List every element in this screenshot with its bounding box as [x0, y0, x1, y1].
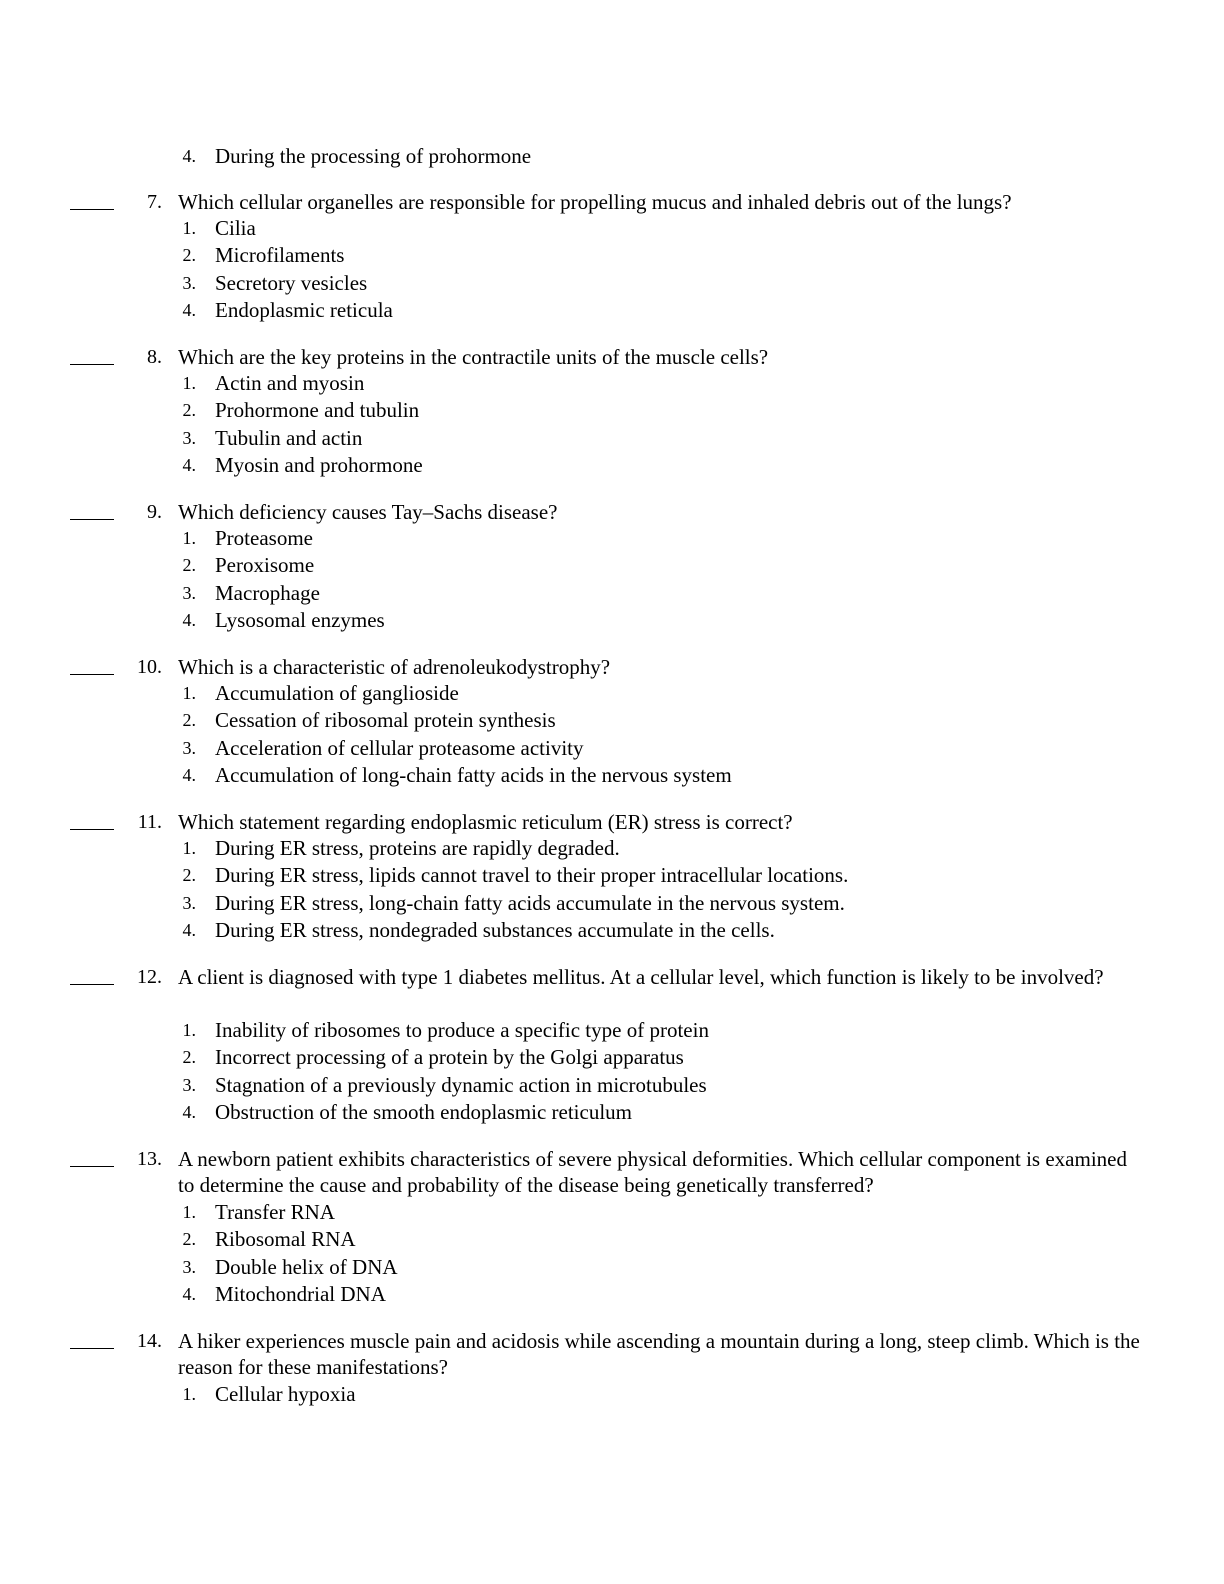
option-number: 3. — [182, 272, 196, 293]
answer-option — [0, 1226, 1224, 1253]
question-number: 13. — [137, 1148, 162, 1170]
answer-blank[interactable] — [70, 964, 114, 985]
option-number: 4. — [182, 455, 196, 476]
answer-option — [0, 607, 1224, 634]
answer-option — [0, 1281, 1224, 1308]
answer-option — [0, 707, 1224, 734]
answer-options — [0, 1017, 1224, 1127]
answer-option — [0, 1199, 1224, 1226]
option-text: Stagnation of a previously dynamic action in microtubules — [215, 1072, 707, 1097]
question-stem: A newborn patient exhibits characteristics of severe physical deformities. Which cellular component is examined to determine the cause and probability of the disease being genetically transferred? — [178, 1147, 1127, 1197]
answer-option — [0, 143, 1224, 170]
answer-option — [0, 297, 1224, 324]
option-text: Macrophage — [215, 580, 320, 605]
question-stem: Which cellular organelles are responsible for propelling mucus and inhaled debris out of the lungs? — [178, 190, 1012, 214]
option-text: Tubulin and actin — [215, 425, 363, 450]
option-number: 2. — [182, 865, 196, 886]
option-text: Cilia — [215, 216, 256, 240]
answer-blank[interactable] — [70, 654, 114, 675]
option-number: 4. — [182, 765, 196, 786]
option-text: Myosin and prohormone — [215, 453, 423, 478]
option-number: 1. — [182, 373, 196, 393]
option-number: 3. — [182, 892, 196, 913]
option-text: Accumulation of ganglioside — [215, 681, 459, 705]
option-text: Proteasome — [215, 526, 313, 550]
answer-options — [0, 525, 1224, 635]
option-number: 2. — [182, 1229, 196, 1250]
option-number: 4. — [182, 146, 196, 166]
option-number: 4. — [182, 1102, 196, 1123]
option-number: 2. — [182, 245, 196, 266]
answer-option — [0, 1254, 1224, 1281]
option-text: Cessation of ribosomal protein synthesis — [215, 708, 556, 733]
option-number: 1. — [182, 1202, 196, 1222]
option-number: 2. — [182, 1047, 196, 1068]
answer-option — [0, 215, 1224, 242]
answer-option — [0, 762, 1224, 789]
option-text: During ER stress, nondegraded substances accumulate in the cells. — [215, 918, 775, 943]
option-text: Incorrect processing of a protein by the Golgi apparatus — [215, 1045, 684, 1070]
answer-option — [0, 1017, 1224, 1044]
option-number: 1. — [182, 683, 196, 703]
answer-blank[interactable] — [70, 1146, 114, 1167]
question-number: 9. — [147, 501, 162, 523]
option-text: Transfer RNA — [215, 1200, 335, 1224]
option-text: During the processing of prohormone — [215, 144, 532, 168]
question-number: 14. — [137, 1330, 162, 1352]
answer-option — [0, 1381, 1224, 1408]
option-number: 3. — [182, 1074, 196, 1095]
answer-blank[interactable] — [70, 499, 114, 520]
option-text: Actin and myosin — [215, 371, 365, 395]
answer-blank[interactable] — [70, 1328, 114, 1349]
answer-option — [0, 735, 1224, 762]
option-text: Obstruction of the smooth endoplasmic reticulum — [215, 1100, 633, 1125]
answer-options — [0, 215, 1224, 325]
option-text: Mitochondrial DNA — [215, 1282, 386, 1307]
option-text: Lysosomal enzymes — [215, 608, 385, 633]
answer-option — [0, 452, 1224, 479]
option-text: Accumulation of long-chain fatty acids in the nervous system — [215, 763, 732, 788]
option-text: During ER stress, lipids cannot travel to their proper intracellular locations. — [215, 863, 849, 888]
option-number: 4. — [182, 920, 196, 941]
question-number: 10. — [137, 656, 162, 678]
answer-option — [0, 425, 1224, 452]
question-stem: Which statement regarding endoplasmic reticulum (ER) stress is correct? — [178, 810, 793, 834]
answer-option — [0, 1044, 1224, 1071]
option-text: Acceleration of cellular proteasome activity — [215, 735, 584, 760]
option-text: Ribosomal RNA — [215, 1227, 356, 1252]
option-text: During ER stress, long-chain fatty acids accumulate in the nervous system. — [215, 890, 845, 915]
option-number: 3. — [182, 427, 196, 448]
option-number: 1. — [182, 218, 196, 238]
answer-options — [0, 370, 1224, 480]
option-number: 1. — [182, 838, 196, 858]
option-text: Microfilaments — [215, 243, 345, 268]
option-text: Endoplasmic reticula — [215, 298, 393, 323]
question-number: 8. — [147, 346, 162, 368]
carryover-options — [0, 143, 1224, 170]
answer-options — [0, 1381, 1224, 1408]
option-text: Prohormone and tubulin — [215, 398, 420, 423]
option-text: Secretory vesicles — [215, 270, 368, 295]
answer-option — [0, 835, 1224, 862]
answer-blank[interactable] — [70, 344, 114, 365]
answer-option — [0, 525, 1224, 552]
answer-blank[interactable] — [70, 189, 114, 210]
option-text: Peroxisome — [215, 553, 315, 578]
option-text: Double helix of DNA — [215, 1254, 398, 1279]
answer-option — [0, 862, 1224, 889]
answer-option — [0, 1099, 1224, 1126]
option-number: 2. — [182, 710, 196, 731]
question-stem: A client is diagnosed with type 1 diabetes mellitus. At a cellular level, which function is likely to be involved? — [178, 965, 1104, 989]
answer-options — [0, 1199, 1224, 1309]
answer-option — [0, 270, 1224, 297]
option-number: 4. — [182, 300, 196, 321]
answer-option — [0, 680, 1224, 707]
question-number: 7. — [147, 191, 162, 213]
answer-option — [0, 370, 1224, 397]
option-text: Cellular hypoxia — [215, 1382, 356, 1406]
option-number: 3. — [182, 737, 196, 758]
answer-option — [0, 580, 1224, 607]
question-number: 11. — [137, 811, 162, 833]
answer-options — [0, 680, 1224, 790]
option-number: 4. — [182, 610, 196, 631]
answer-option — [0, 890, 1224, 917]
answer-options — [0, 835, 1224, 945]
question-stem: A hiker experiences muscle pain and acidosis while ascending a mountain during a long, steep climb. Which is the reason for these manifestations? — [178, 1329, 1140, 1379]
answer-blank[interactable] — [70, 809, 114, 830]
option-number: 2. — [182, 555, 196, 576]
option-number: 1. — [182, 528, 196, 548]
option-text: During ER stress, proteins are rapidly degraded. — [215, 836, 620, 860]
answer-option — [0, 917, 1224, 944]
option-number: 3. — [182, 1256, 196, 1277]
option-number: 1. — [182, 1020, 196, 1040]
question-number: 12. — [137, 966, 162, 988]
answer-option — [0, 1072, 1224, 1099]
answer-option — [0, 552, 1224, 579]
option-number: 2. — [182, 400, 196, 421]
question-stem: Which are the key proteins in the contractile units of the muscle cells? — [178, 345, 769, 369]
question-stem: Which is a characteristic of adrenoleukodystrophy? — [178, 655, 611, 679]
option-text: Inability of ribosomes to produce a specific type of protein — [215, 1018, 709, 1042]
question-stem: Which deficiency causes Tay–Sachs disease? — [178, 500, 558, 524]
option-number: 4. — [182, 1284, 196, 1305]
answer-option — [0, 242, 1224, 269]
option-number: 1. — [182, 1384, 196, 1404]
option-number: 3. — [182, 582, 196, 603]
answer-option — [0, 397, 1224, 424]
